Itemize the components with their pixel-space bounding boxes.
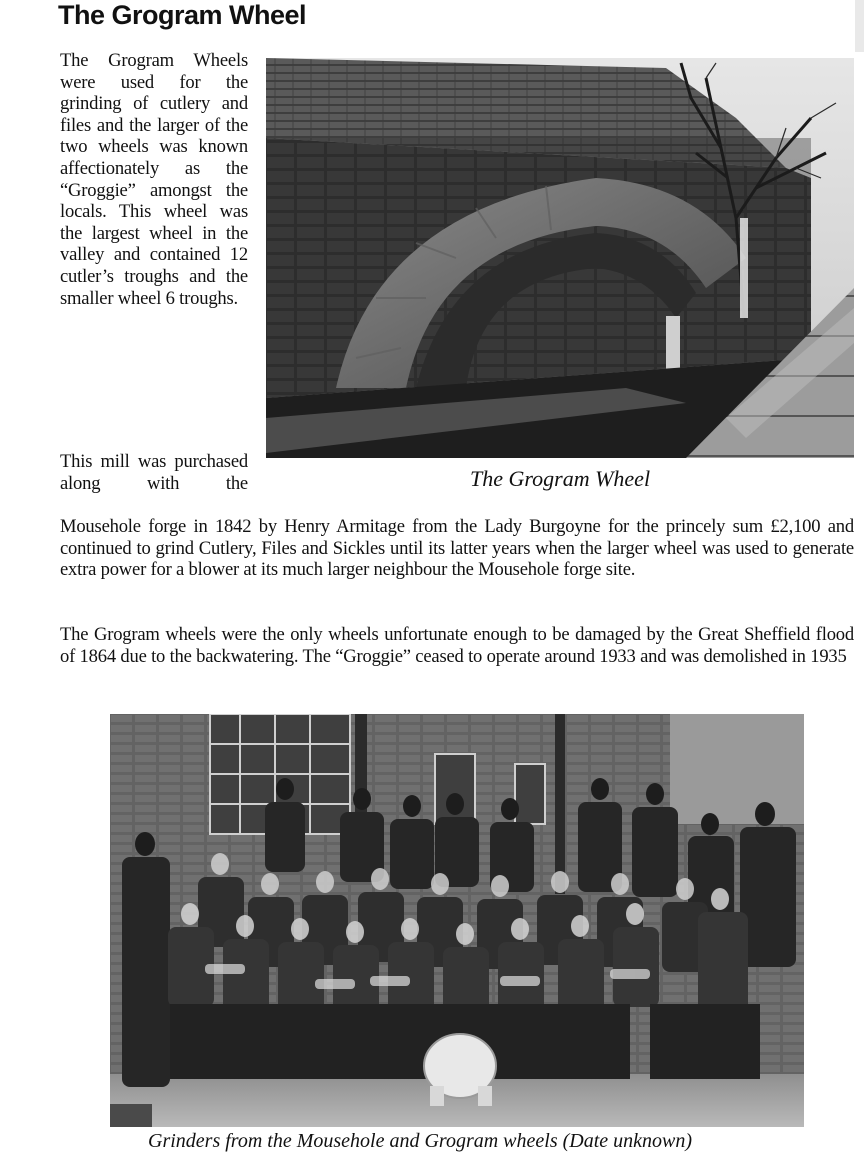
intro-paragraph: The Grogram Wheels were used for the grinding of cutlery and files and the larger of the two wheels was known affectionately as the “Groggie” amongst the locals. This wheel was the largest wheel in the valley and contained 12 cutler’s troughs and the smaller wheel 6 troughs. bbox=[60, 50, 248, 309]
purchase-paragraph-continued: Mousehole forge in 1842 by Henry Armitage from the Lady Burgoyne for the princely sum £2,100 and continued to grind Cutlery, Files and Sickles until its latter years when the larger wheel was used to generate extra power for a blower at its much larger neighbour the Mousehole forge site. bbox=[60, 516, 854, 581]
flood-paragraph: The Grogram wheels were the only wheels unfortunate enough to be damaged by the Great Sheffield flood of 1864 due to the backwatering. The “Groggie” ceased to operate around 1933 and was demolished in 1935 bbox=[60, 624, 854, 667]
grinders-group-photo bbox=[110, 714, 804, 1127]
page-edge-shadow bbox=[855, 0, 864, 52]
figure-1-caption: The Grogram Wheel bbox=[470, 466, 651, 491]
purchase-paragraph-start: This mill was purchased along with the bbox=[60, 451, 248, 494]
grogram-wheel-photo bbox=[266, 58, 854, 458]
figure-2-caption: Grinders from the Mousehole and Grogram wheels (Date unknown) bbox=[148, 1130, 693, 1152]
page-title: The Grogram Wheel bbox=[58, 0, 307, 30]
